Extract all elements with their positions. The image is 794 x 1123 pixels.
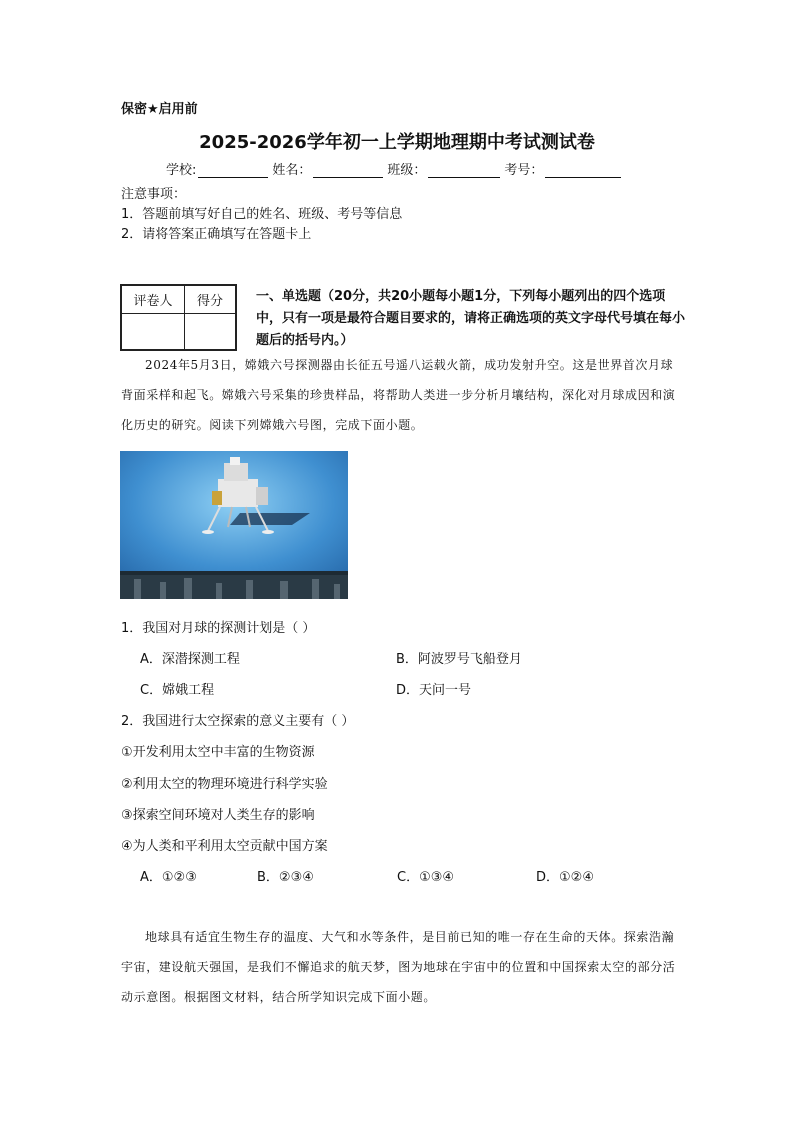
score-table [120,284,237,351]
score-header: 得分 [185,285,237,314]
grader-cell [121,314,185,351]
class-label: 班级： [387,163,427,178]
note-item: 2．请将答案正确填写在答题卡上 [121,227,312,242]
school-blank[interactable] [198,163,268,178]
passage-chang-e-6: 2024年5月3日，嫦娥六号探测器由长征五号遥八运载火箭，成功发射升空。这是世界首次月球背面采样和起飞。嫦娥六号采集的珍贵样品，将帮助人类进一步分析月壤结构，深化对月球成因和演化历史的研究。阅读下列嫦娥六号图，完成下面小题。 [121,358,676,432]
class-blank[interactable] [428,163,500,178]
q1-option-a[interactable]: A．深潜探测工程 [140,652,240,667]
grader-header: 评卷人 [121,285,185,314]
q1-option-b[interactable]: B．阿波罗号飞船登月 [396,652,522,667]
section-instructions: 一、单选题（20分，共20小题每小题1分，下列每小题列出的四个选项中，只有一项是最符合题目要求的，请将正确选项的英文字母代号填在每小题后的括号内。） [256,289,686,348]
notes-heading: 注意事项： [121,187,187,202]
score-cell [185,314,237,351]
q1-option-d[interactable]: D．天问一号 [396,683,472,698]
q2-statement: ②利用太空的物理环境进行科学实验 [121,777,328,792]
confidential-label: 保密★启用前 [121,102,198,117]
q2-statement: ④为人类和平利用太空贡献中国方案 [121,839,328,854]
question-1-stem: 1．我国对月球的探测计划是（ ） [121,621,316,636]
school-label: 学校: [166,163,197,178]
q1-option-c[interactable]: C．嫦娥工程 [140,683,215,698]
exam-title: 2025-2026学年初一上学期地理期中考试测试卷 [199,132,595,153]
q2-option-a[interactable]: A．①②③ [140,870,197,885]
q2-statement: ①开发利用太空中丰富的生物资源 [121,745,315,760]
passage-earth-space: 地球具有适宜生物生存的温度、大气和水等条件，是目前已知的唯一存在生命的天体。探索浩瀚宇宙，建设航天强国，是我们不懈追求的航天梦，图为地球在宇宙中的位置和中国探索太空的部分活动示意图。根据图文材料，结合所学知识完成下面小题。 [121,930,676,1004]
q2-option-d[interactable]: D．①②④ [536,870,594,885]
note-item: 1．答题前填写好自己的姓名、班级、考号等信息 [121,207,403,222]
name-label: 姓名： [272,163,312,178]
q2-option-c[interactable]: C．①③④ [397,870,455,885]
q2-statement: ③探索空间环境对人类生存的影响 [121,808,315,823]
q2-option-b[interactable]: B．②③④ [257,870,314,885]
student-info-row [166,159,625,178]
name-blank[interactable] [313,163,383,178]
exam-number-blank[interactable] [545,163,621,178]
question-2-stem: 2．我国进行太空探索的意义主要有（ ） [121,714,355,729]
exam-number-label: 考号： [504,163,544,178]
chang-e-6-lander-photo [120,451,348,599]
